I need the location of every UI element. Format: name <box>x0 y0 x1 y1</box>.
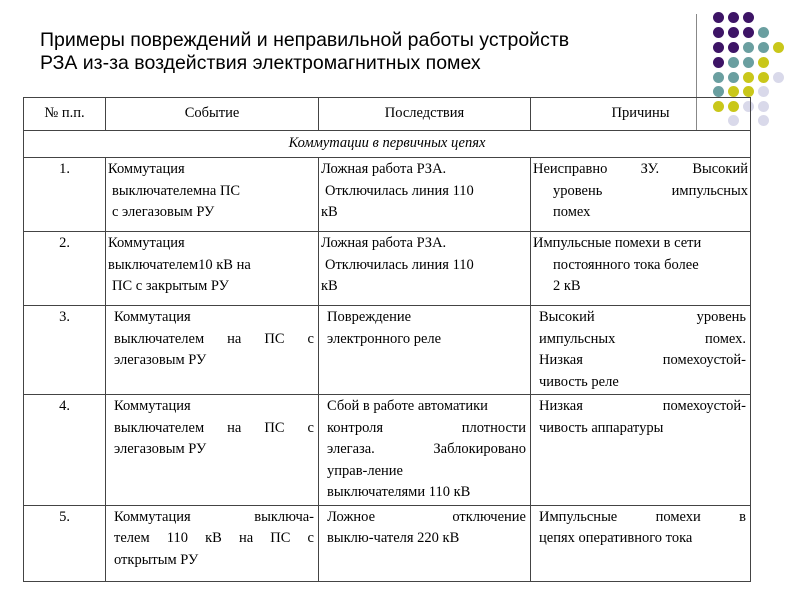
table-row <box>24 232 751 306</box>
cell-text-line: Ложное отключение <box>327 508 526 525</box>
decorative-dot <box>773 42 784 53</box>
decorative-dot <box>713 72 724 83</box>
cell-text-line: выключателем на ПС с <box>114 330 314 347</box>
table-header-row <box>24 98 751 131</box>
slide-title <box>40 29 569 75</box>
row-number: 1. <box>24 158 106 232</box>
decorative-dot <box>743 27 754 38</box>
table-row <box>24 158 751 232</box>
cell-text-line: Коммутация <box>108 235 185 251</box>
cell-text-line: Низкая помехоустой- <box>539 398 746 414</box>
cell-text-line: Высокий уровень <box>539 309 746 325</box>
cell-text-line: элегаза. Заблокировано <box>327 441 526 457</box>
slide-title-line: РЗА из-за воздействия электромагнитных помех <box>40 52 481 74</box>
cell-text-line: Низкая помехоустой- <box>539 352 746 368</box>
cell-text-line: управ-ление <box>327 462 403 479</box>
causes-cell <box>531 232 751 306</box>
cell-text-line: Коммутация выключа- <box>114 508 314 525</box>
cell-text-line: Импульсные помехи в сети <box>533 235 702 251</box>
cell-text-line: телем 110 кВ на ПС с <box>114 530 314 546</box>
header-causes: Причины <box>531 98 751 131</box>
section-title: Коммутации в первичных цепях <box>24 131 751 158</box>
row-number: 4. <box>24 395 106 506</box>
cell-text-line: ПС с закрытым РУ <box>112 278 229 294</box>
decorative-dot <box>758 86 769 97</box>
consequences-cell <box>319 395 531 506</box>
row-number: 3. <box>24 306 106 395</box>
decorative-dot <box>758 42 769 53</box>
header-consequences: Последствия <box>319 98 531 131</box>
cell-text-line: выключателемна ПС <box>112 182 241 199</box>
cell-text-line: импульсных помех. <box>539 330 746 347</box>
causes-cell <box>531 505 751 581</box>
decorative-dot <box>773 72 784 83</box>
row-number: 2. <box>24 232 106 306</box>
cell-text-line: помех <box>553 204 591 220</box>
cell-text-line: цепях оперативного тока <box>539 530 693 546</box>
decorative-dot <box>758 72 769 83</box>
table-row <box>24 306 751 395</box>
cell-text-line: Коммутация <box>114 309 191 325</box>
cell-text-line: Ложная работа РЗА. <box>321 161 447 177</box>
decorative-dot <box>758 27 769 38</box>
cell-text-line: выклю-чателя 220 кВ <box>327 530 460 546</box>
decorative-dot <box>728 27 739 38</box>
event-cell <box>106 232 319 306</box>
cell-text-line: Ложная работа РЗА. <box>321 235 447 251</box>
section-row <box>24 131 751 158</box>
consequences-cell <box>319 158 531 232</box>
decorative-dot <box>713 12 724 23</box>
cell-text-line: выключателем на ПС с <box>114 419 314 436</box>
table-row <box>24 505 751 581</box>
decorative-dot <box>743 86 754 97</box>
cell-text-line: выключателем10 кВ на <box>108 256 251 273</box>
decorative-dot <box>713 86 724 97</box>
cell-text-line: чивость реле <box>539 373 619 390</box>
cell-text-line: Неисправно ЗУ. Высокий <box>533 161 748 177</box>
table-row <box>24 395 751 506</box>
cell-text-line: Коммутация <box>108 161 185 177</box>
cell-text-line: с элегазовым РУ <box>112 204 215 220</box>
event-cell <box>106 505 319 581</box>
decorative-dot <box>758 101 769 112</box>
slide-title-line: Примеры повреждений и неправильной работы устройств <box>40 29 570 51</box>
cell-text-line: кВ <box>321 278 338 294</box>
decorative-dot <box>713 42 724 53</box>
decorative-dot <box>743 72 754 83</box>
cell-text-line: контроля плотности <box>327 419 526 436</box>
decorative-dot <box>743 42 754 53</box>
cell-text-line: Коммутация <box>114 398 191 414</box>
cell-text-line: элегазовым РУ <box>114 441 207 457</box>
cell-text-line: выключателями 110 кВ <box>327 484 471 500</box>
cell-text-line: кВ <box>321 204 338 220</box>
event-cell <box>106 395 319 506</box>
cell-text-line: электронного реле <box>327 330 442 347</box>
cell-text-line: Отключилась линия 110 <box>325 182 474 199</box>
event-cell <box>106 306 319 395</box>
event-cell <box>106 158 319 232</box>
row-number: 5. <box>24 505 106 581</box>
decorative-dot <box>728 12 739 23</box>
cell-text-line: чивость аппаратуры <box>539 419 664 436</box>
decorative-dot <box>743 57 754 68</box>
header-number: № п.п. <box>24 98 106 131</box>
cell-text-line: постоянного тока более <box>553 256 699 273</box>
decorative-dot <box>758 115 769 126</box>
consequences-cell <box>319 505 531 581</box>
decorative-dot <box>728 57 739 68</box>
cell-text-line: открытым РУ <box>114 551 199 568</box>
header-event: Событие <box>106 98 319 131</box>
causes-cell <box>531 158 751 232</box>
interference-examples-table <box>23 97 751 582</box>
causes-cell <box>531 395 751 506</box>
cell-text-line: элегазовым РУ <box>114 352 207 368</box>
consequences-cell <box>319 306 531 395</box>
cell-text-line: Сбой в работе автоматики <box>327 398 488 414</box>
decorative-dot <box>713 27 724 38</box>
decorative-dot <box>728 42 739 53</box>
decorative-dot <box>758 57 769 68</box>
consequences-cell <box>319 232 531 306</box>
cell-text-line: Повреждение <box>327 309 412 325</box>
decorative-dot <box>728 86 739 97</box>
decorative-dot <box>728 72 739 83</box>
causes-cell <box>531 306 751 395</box>
decorative-dot <box>743 12 754 23</box>
decorative-dot <box>713 57 724 68</box>
cell-text-line: уровень импульсных <box>553 182 748 199</box>
cell-text-line: Отключилась линия 110 <box>325 256 474 273</box>
cell-text-line: 2 кВ <box>553 278 581 294</box>
cell-text-line: Импульсные помехи в <box>539 508 746 525</box>
